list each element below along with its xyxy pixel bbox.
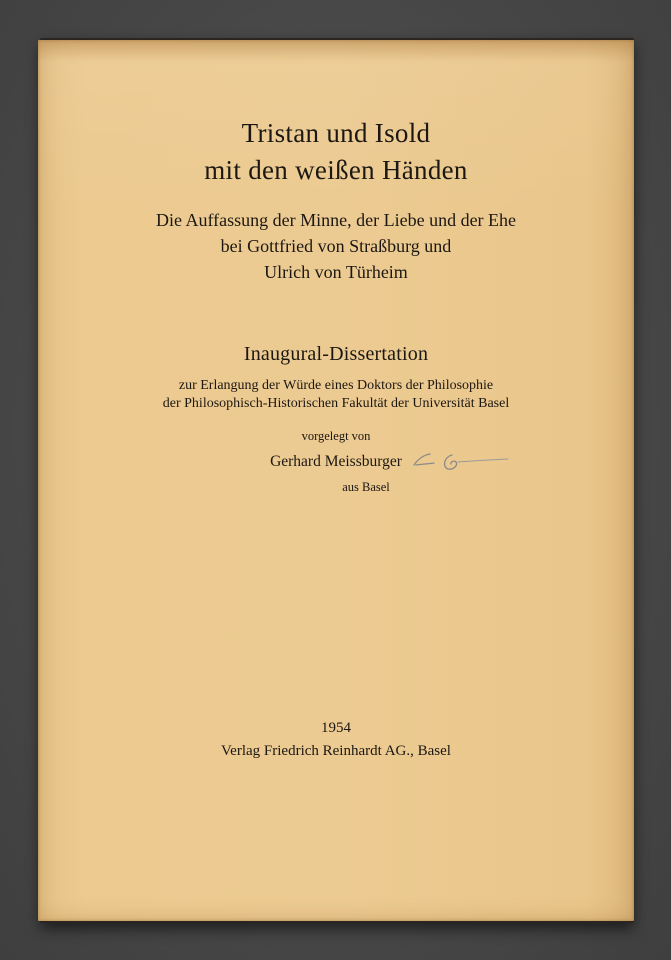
dissertation-heading: Inaugural-Dissertation <box>243 343 429 365</box>
presented-by: vorgelegt von <box>301 429 371 443</box>
degree-line-2: der Philosophisch-Historischen Fakultät der Universität Basel <box>162 396 510 411</box>
pencil-annotation-icon <box>408 445 518 475</box>
publication-year: 1954 <box>321 720 351 736</box>
degree-line-1: zur Erlangung der Würde eines Doktors der Philosophie <box>178 378 494 393</box>
subtitle-line-1: Die Auffassung der Minne, der Liebe und der Ehe <box>155 210 517 230</box>
paper-stain <box>38 40 634 62</box>
publisher: Verlag Friedrich Reinhardt AG., Basel <box>221 743 451 759</box>
subtitle-line-3: Ulrich von Türheim <box>264 262 408 282</box>
book-cover <box>38 40 634 921</box>
subtitle-line-2: bei Gottfried von Straßburg und <box>220 236 452 256</box>
author-name: Gerhard Meissburger <box>270 453 402 470</box>
title-line-1: Tristan und Isold <box>241 118 431 148</box>
author-origin: aus Basel <box>342 480 390 494</box>
title-line-2: mit den weißen Händen <box>204 155 468 185</box>
author-row <box>38 453 634 471</box>
